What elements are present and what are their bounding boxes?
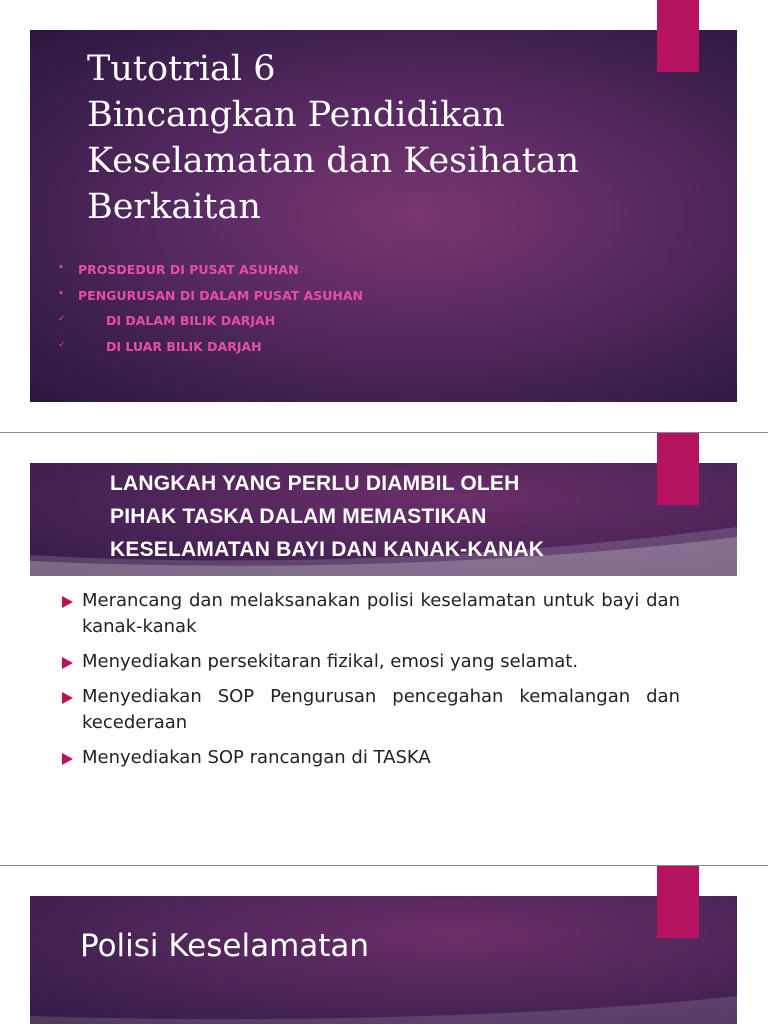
slide-3 (0, 866, 768, 1024)
heading-line: KESELAMATAN BAYI DAN KANAK-KANAK (110, 538, 545, 561)
list-item-label: DI LUAR BILIK DARJAH (106, 338, 262, 354)
arrow-bullet-icon (62, 692, 73, 704)
accent-tab (657, 0, 699, 72)
slide-title (87, 46, 579, 230)
accent-tab (657, 866, 699, 938)
title-line: Keselamatan dan Kesihatan (87, 141, 580, 181)
list-item-label: Menyediakan SOP Pengurusan pencegahan kemalangan dan kecederaan (82, 686, 680, 733)
arrow-bullet-icon (62, 657, 73, 669)
list-item-label: DI DALAM BILIK DARJAH (106, 313, 276, 328)
steps-list (60, 588, 680, 780)
slide-2 (0, 433, 768, 865)
heading-line: LANGKAH YANG PERLU DIAMBIL OLEH (110, 472, 520, 495)
list-item-label: Merancang dan melaksanakan polisi keselamatan untuk bayi dan kanak-kanak (82, 590, 680, 637)
arrow-bullet-icon (62, 753, 73, 765)
arrow-bullet-icon (62, 596, 73, 608)
title-line: Berkaitan (87, 187, 261, 227)
heading-line: PIHAK TASKA DALAM MEMASTIKAN (110, 505, 487, 528)
title-line: Bincangkan Pendidikan (87, 95, 505, 135)
slide-heading (110, 467, 544, 566)
list-item-label: Menyediakan persekitaran fizikal, emosi yang selamat. (82, 651, 579, 672)
list-item (60, 745, 680, 771)
list-item (60, 588, 680, 640)
list-item-label: PROSDEDUR DI PUSAT ASUHAN (78, 262, 299, 277)
list-item (60, 684, 680, 736)
list-item (60, 649, 680, 675)
title-line: Tutotrial 6 (87, 49, 276, 89)
checkmark-icon: ✓ (58, 339, 66, 350)
bullet-dot-icon: • (58, 288, 64, 299)
accent-tab (657, 433, 699, 505)
list-item-label: Menyediakan SOP rancangan di TASKA (82, 747, 431, 768)
bullet-dot-icon: • (58, 263, 64, 273)
list-item-label: PENGURUSAN DI DALAM PUSAT ASUHAN (78, 287, 364, 303)
slide-heading: Polisi Keselamatan (80, 928, 370, 964)
slide-1 (0, 0, 768, 432)
checkmark-icon: ✓ (58, 314, 66, 324)
